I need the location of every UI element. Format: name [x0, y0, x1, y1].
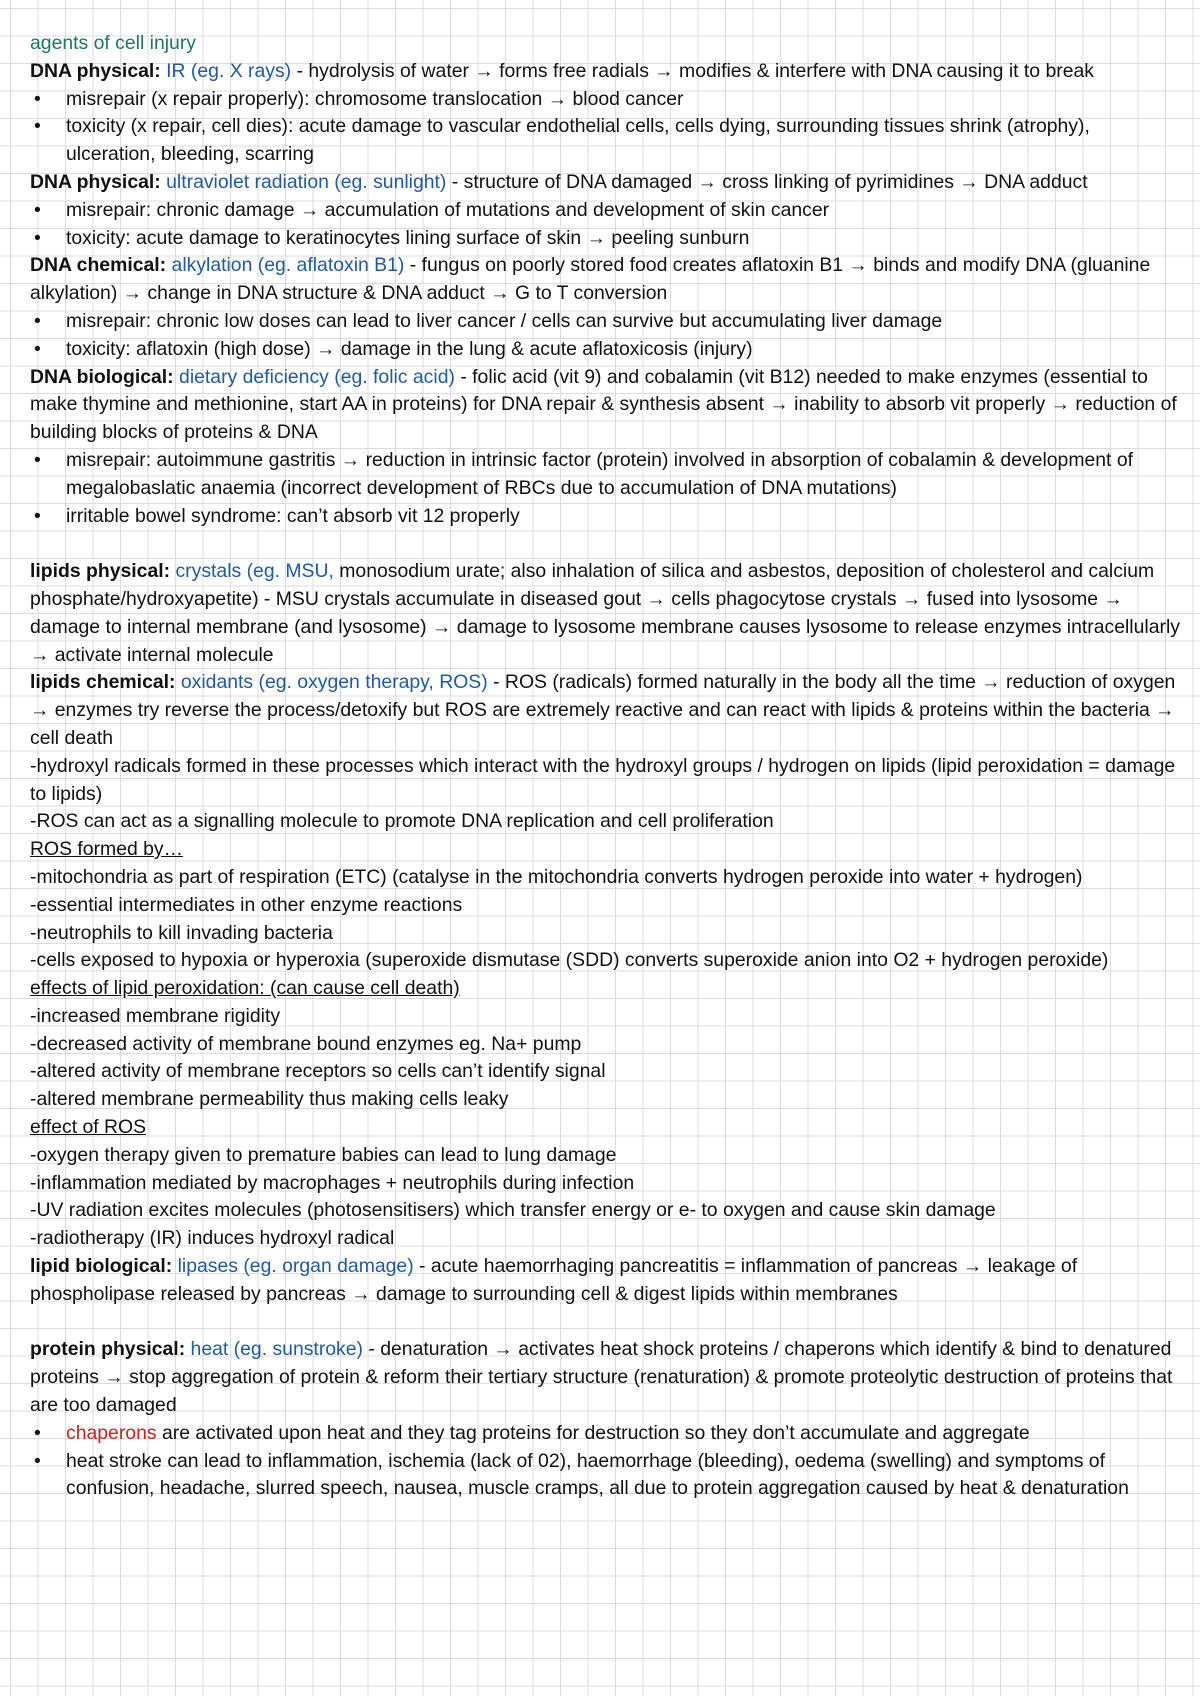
section-text: - acute haemorrhaging pancreatitis = inflammation of pancreas → leakage of phospholipase released by pancreas → damage to surrounding cell & digest lipids within membranes	[30, 1255, 1078, 1305]
bullet-list	[30, 1420, 1182, 1503]
note-line: -ROS can act as a signalling molecule to promote DNA replication and cell proliferation	[30, 810, 774, 833]
section-label: DNA physical:	[30, 170, 161, 193]
section-text: - denaturation → activates heat shock proteins / chaperons which identify & bind to denatured proteins → stop aggregation of protein & reform their tertiary structure (renaturation) & promote proteolytic destruction of proteins that are too damaged	[30, 1338, 1173, 1417]
note-line: -UV radiation excites molecules (photosensitisers) which transfer energy or e- to oxygen and cause skin damage	[30, 1199, 996, 1222]
agent-text: lipases (eg. organ damage)	[177, 1255, 414, 1278]
highlight-text: chaperons	[66, 1421, 157, 1444]
bullet-list	[30, 447, 1182, 530]
note-line: -increased membrane rigidity	[30, 1004, 281, 1027]
section-lipids-chemical	[30, 669, 1182, 752]
note-line: -oxygen therapy given to premature babies can lead to lung damage	[30, 1143, 617, 1166]
subheading-ros-formed: ROS formed by…	[30, 838, 184, 861]
note-line: -altered activity of membrane receptors so cells can’t identify signal	[30, 1060, 606, 1083]
list-item: • toxicity (x repair, cell dies): acute damage to vascular endothelial cells, cells dying, surrounding tissues shrink (atrophy), ulceration, bleeding, scarring	[66, 113, 1182, 169]
agent-text: ultraviolet radiation (eg. sunlight)	[166, 170, 447, 193]
section-protein-physical	[30, 1336, 1182, 1419]
note-line: -radiotherapy (IR) induces hydroxyl radical	[30, 1227, 395, 1250]
notes-page	[30, 30, 1182, 1503]
section-text: - hydrolysis of water → forms free radials → modifies & interfere with DNA causing it to break	[291, 59, 1094, 82]
section-label: protein physical:	[30, 1338, 186, 1361]
page-title: agents of cell injury	[30, 32, 196, 54]
list-item: • toxicity: acute damage to keratinocytes lining surface of skin → peeling sunburn	[66, 225, 1182, 253]
section-text: monosodium urate; also inhalation of silica and asbestos, deposition of cholesterol and calcium phosphate/hydroxyapetite) - MSU crystals accumulate in diseased gout → cells phagocytose crystals → fused into lysosome → damage to internal membrane (and lysosome) → damage to lysosome membrane causes lysosome to release enzymes intracellularly → activate internal molecule	[30, 560, 1180, 666]
list-item: • heat stroke can lead to inflammation, ischemia (lack of 02), haemorrhage (bleeding), oedema (swelling) and symptoms of confusion, headache, slurred speech, nausea, muscle cramps, all due to protein aggregation caused by heat & denaturation	[66, 1448, 1182, 1504]
list-item: • irritable bowel syndrome: can’t absorb vit 12 properly	[66, 503, 1182, 531]
list-item: • misrepair: autoimmune gastritis → reduction in intrinsic factor (protein) involved in absorption of cobalamin & development of megalobaslatic anaemia (incorrect development of RBCs due to accumulation of DNA mutations)	[66, 447, 1182, 503]
list-item: • misrepair: chronic damage → accumulation of mutations and development of skin cancer	[66, 197, 1182, 225]
list-item: • misrepair (x repair properly): chromosome translocation → blood cancer	[66, 86, 1182, 114]
list-item-text: are activated upon heat and they tag proteins for destruction so they don’t accumulate and aggregate	[156, 1421, 1030, 1444]
section-text: - ROS (radicals) formed naturally in the body all the time → reduction of oxygen → enzymes try reverse the process/detoxify but ROS are extremely reactive and can react with lipids & proteins within the bacteria → cell death	[30, 671, 1176, 749]
note-line: -altered membrane permeability thus making cells leaky	[30, 1088, 509, 1111]
spacer	[30, 530, 1182, 558]
bullet-list	[30, 197, 1182, 253]
section-label: lipid biological:	[30, 1255, 173, 1278]
agent-text: oxidants (eg. oxygen therapy, ROS)	[180, 671, 488, 694]
list-item	[66, 1420, 1182, 1448]
note-line: -mitochondria as part of respiration (ETC) (catalyse in the mitochondria converts hydrogen peroxide into water + hydrogen)	[30, 865, 1083, 888]
subheading-lipid-peroxidation: effects of lipid peroxidation: (can cause cell death)	[30, 977, 460, 1000]
section-text: - structure of DNA damaged → cross linking of pyrimidines → DNA adduct	[446, 170, 1088, 193]
list-item: • toxicity: aflatoxin (high dose) → damage in the lung & acute aflatoxicosis (injury)	[66, 336, 1182, 364]
section-label: DNA physical:	[30, 59, 161, 82]
agent-text: heat (eg. sunstroke)	[190, 1338, 363, 1361]
note-line: -neutrophils to kill invading bacteria	[30, 921, 333, 944]
section-lipid-biological	[30, 1253, 1182, 1309]
section-text: - folic acid (vit 9) and cobalamin (vit B12) needed to make enzymes (essential to make thymine and methionine, start AA in proteins) for DNA repair & synthesis absent → inability to absorb vit properly → reduction of building blocks of proteins & DNA	[30, 365, 1177, 444]
note-line: -hydroxyl radicals formed in these processes which interact with the hydroxyl groups / hydrogen on lipids (lipid peroxidation = damage to lipids)	[30, 754, 1176, 805]
section-lipids-physical	[30, 558, 1182, 669]
note-line: -inflammation mediated by macrophages + neutrophils during infection	[30, 1171, 635, 1194]
subheading-effect-of-ros: effect of ROS	[30, 1116, 147, 1139]
note-line: -essential intermediates in other enzyme reactions	[30, 893, 463, 916]
bullet-list	[30, 86, 1182, 169]
section-dna-chemical	[30, 252, 1182, 308]
list-item: • misrepair: chronic low doses can lead to liver cancer / cells can survive but accumulating liver damage	[66, 308, 1182, 336]
section-text: - fungus on poorly stored food creates aflatoxin B1 → binds and modify DNA (gluanine alkylation) → change in DNA structure & DNA adduct → G to T conversion	[30, 254, 1151, 305]
section-dna-physical-uv	[30, 169, 1182, 197]
section-label: lipids physical:	[30, 560, 171, 583]
note-line: -decreased activity of membrane bound enzymes eg. Na+ pump	[30, 1032, 582, 1055]
agent-text: dietary deficiency (eg. folic acid)	[179, 365, 455, 388]
agent-text: alkylation (eg. aflatoxin B1)	[171, 254, 405, 277]
agent-text: crystals (eg. MSU,	[175, 560, 334, 583]
section-dna-physical-ir	[30, 58, 1182, 86]
section-label: DNA chemical:	[30, 254, 167, 277]
section-dna-biological	[30, 364, 1182, 447]
bullet-list	[30, 308, 1182, 364]
agent-text: IR (eg. X rays)	[166, 59, 292, 82]
spacer	[30, 1309, 1182, 1337]
section-label: DNA biological:	[30, 365, 174, 388]
section-label: lipids chemical:	[30, 671, 176, 694]
note-line: -cells exposed to hypoxia or hyperoxia (superoxide dismutase (SDD) converts superoxide anion into O2 + hydrogen peroxide)	[30, 949, 1109, 972]
